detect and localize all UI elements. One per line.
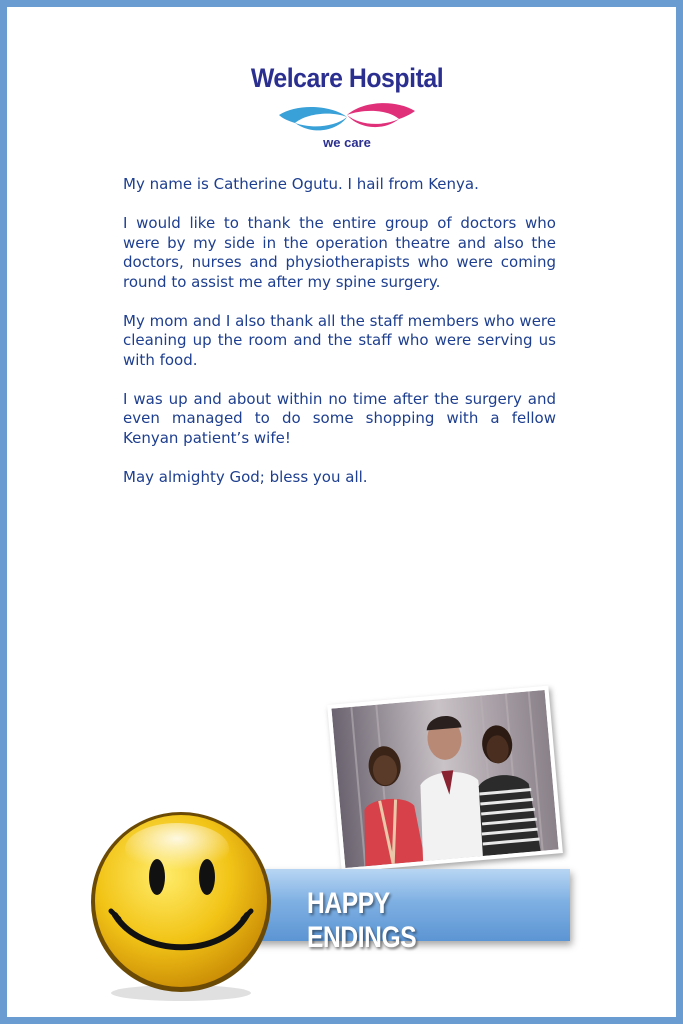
logo-title: Welcare Hospital — [250, 63, 444, 93]
letter-paragraph: My name is Catherine Ogutu. I hail from Kenya. — [123, 175, 479, 193]
banner-label: HAPPY ENDINGS — [307, 887, 417, 954]
letter-paragraph: I was up and about within no time after the surgery and even managed to do some shopping with a fellow Kenyan patient’s wife! — [123, 389, 556, 447]
letter-paragraph: I would like to thank the entire group of doctors who were by my side in the operation theatre and also the doctors, nurses and physiotherapists who were coming round to assist me after my spine surgery. — [123, 214, 556, 291]
happy-endings-banner — [252, 869, 570, 954]
letter-paragraph: May almighty God; bless you all. — [123, 467, 368, 486]
hospital-logo — [207, 63, 487, 155]
smiley-face-icon — [89, 807, 273, 1003]
patient-photo — [327, 686, 563, 873]
logo-tagline: we care — [323, 135, 371, 150]
testimonial-letter — [123, 175, 556, 507]
letter-paragraph: My mom and I also thank all the staff members who were cleaning up the room and the staff who were serving us with food. — [123, 311, 556, 369]
